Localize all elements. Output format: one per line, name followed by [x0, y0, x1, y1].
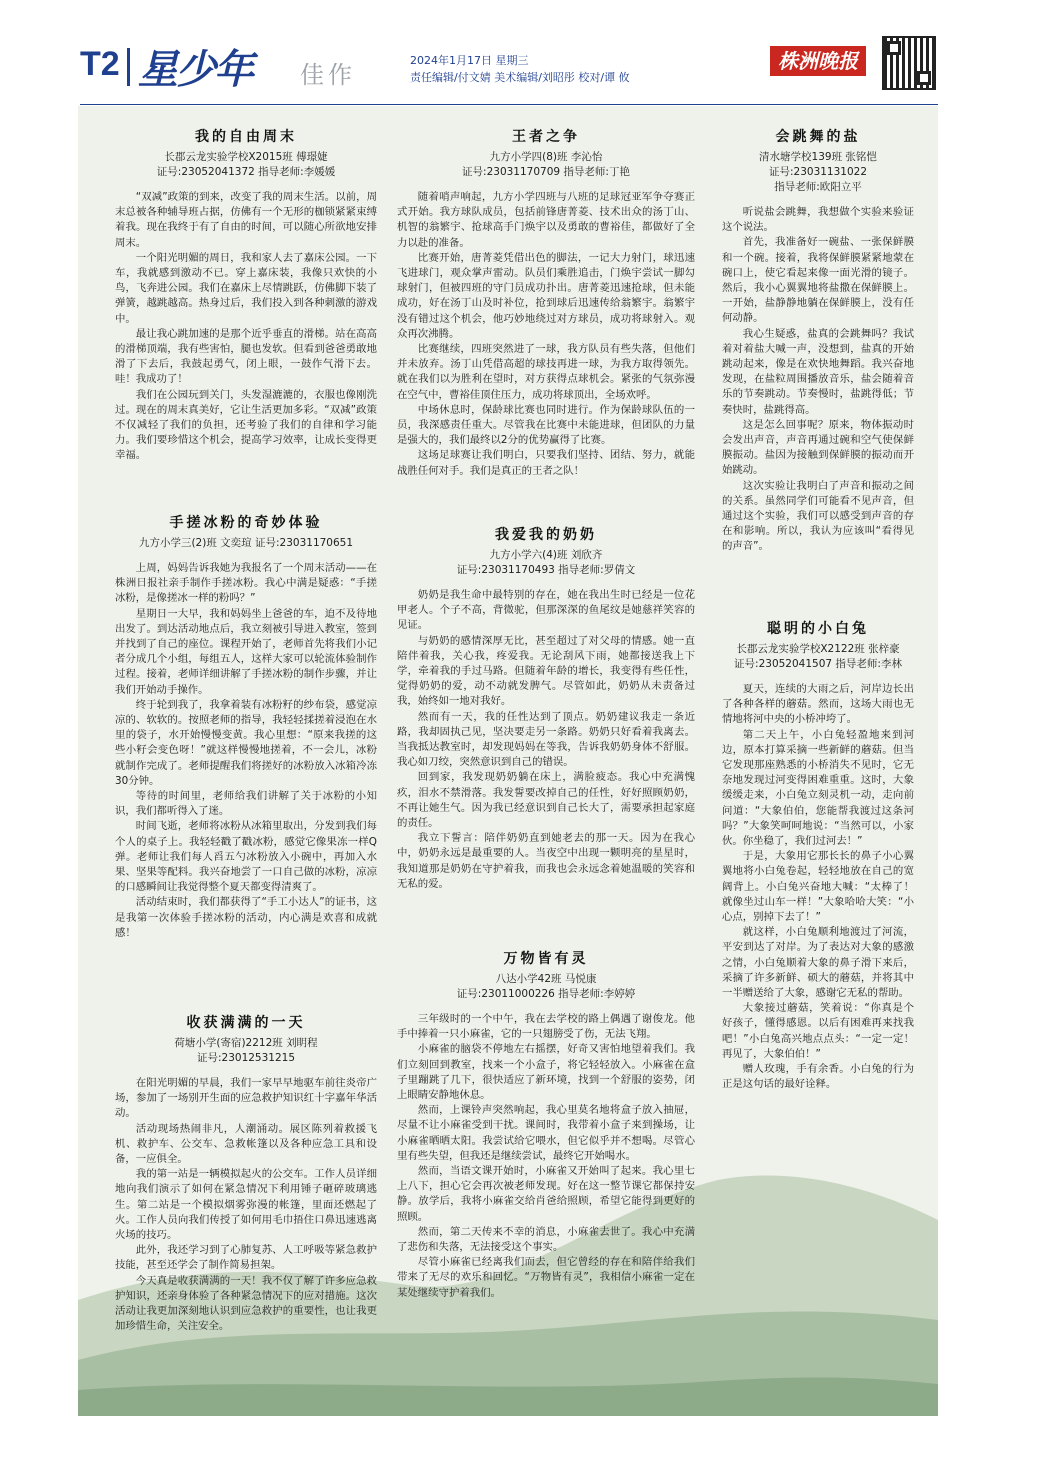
- paragraph: 此外，我还学习到了心肺复苏、人工呼吸等紧急救护技能，甚至还学会了制作简易担架。: [115, 1244, 377, 1272]
- article-all-things-spirit: [397, 948, 695, 1301]
- paragraph: 大象接过蘑菇，笑着说：“你真是个好孩子，懂得感恩。以后有困难再来找我吧！”小白兔高兴地点点头：“一定一定！再见了，大象伯伯！”: [722, 1002, 914, 1060]
- article-byline: 荷塘小学(寄宿)2212班 刘眀程: [174, 1037, 318, 1049]
- paragraph: 我立下誓言：陪伴奶奶直到她老去的那一天。因为在我心中，奶奶永远是最重要的人。当夜空中出现一颗明亮的星星时，我知道那是奶奶在守护着我，而我也会永远念着她温暖的笑容和无私的爱。: [397, 832, 695, 890]
- article-body: [115, 1076, 377, 1334]
- page-header: [0, 0, 1039, 110]
- paragraph: 然而，上课铃声突然响起，我心里莫名地将盒子放入抽屉，尽量不让小麻雀受到干扰。课间时，我带着小盒子来到操场，让小麻雀晒晒太阳。我尝试给它喂水，但它似乎并不想喝。尽管心里有些失望，但我还是继续尝试，最终它开始喝水。: [397, 1104, 695, 1162]
- article-kings-battle: [397, 126, 695, 479]
- article-byline: 证号:23012531215: [196, 1052, 296, 1064]
- qr-code-icon[interactable]: [882, 36, 936, 90]
- header-divider: [127, 48, 130, 86]
- paragraph: 就这样，小白兔顺利地渡过了河流，平安到达了对岸。为了表达对大象的感激之情，小白兔顺着大象的鼻子滑下来后，采摘了许多新鲜、硕大的蘑菇，并将其中一半赠送给了大象，感谢它无私的帮助。: [722, 926, 914, 1000]
- paragraph: 赠人玫瑰，手有余香。小白兔的行为正是这句话的最好诠释。: [722, 1063, 914, 1091]
- article-title: 手搓冰粉的奇妙体验: [169, 515, 323, 531]
- paragraph: 尽管小麻雀已经离我们而去，但它曾经的存在和陪伴给我们带来了无尽的欢乐和回忆。“万物皆有灵”，我相信小麻雀一定在某处继续守护着我们。: [397, 1256, 695, 1299]
- article-ice-jelly: [115, 512, 377, 941]
- paragraph: 这场足球赛让我们明白，只要我们坚持、团结、努力，就能战胜任何对手。我们是真正的王者之队！: [397, 449, 695, 477]
- article-fruitful-day: [115, 1012, 377, 1334]
- paragraph: 一个阳光明媚的周日，我和家人去了嘉床公园。一下车，我就感到激动不已。穿上嘉床装，我像只欢快的小鸟，飞奔进公园。我们在嘉床上尽情跳跃，仿佛脚下装了弹簧，越跳越高。热身过后，我们投入到各种刺激的游戏中。: [115, 251, 377, 325]
- article-title: 聪明的小白兔: [767, 621, 869, 637]
- paragraph: 比赛开始，唐菁菱凭借出色的脚法，一记大力射门，球迅速飞进球门，观众掌声雷动。队员们乘胜追击，门焕宇尝试一脚勾球射门，但被四班的守门员成功扑出。唐菁菱迅速抢球，但未能成功，好在汤丁山及时补位，抢到球后迅速传给翁繁宇。翁繁宇没有错过这个机会，他巧妙地绕过对方球员，成功将球射入。观众再次沸腾。: [397, 251, 695, 340]
- paragraph: 然而，第二天传来不幸的消息，小麻雀去世了。我心中充满了悲伤和失落，无法接受这个事实。: [397, 1225, 695, 1254]
- article-body: [722, 682, 914, 1092]
- paragraph: 我心生疑惑，盐真的会跳舞吗？我试着对着盐大喊一声，没想到，盐真的开始跳动起来，像是在欢快地舞蹈。我兴奋地发现，在盐粒周围播放音乐，盐会随着音乐的节奏跳动。节奏慢时，盐跳得低；节奏快时，盐跳得高。: [722, 327, 914, 416]
- article-title: 我的自由周末: [195, 129, 297, 145]
- article-byline: 长郡云龙实验学校X2015班 傅璟婕: [164, 151, 328, 163]
- paragraph: 我的第一站是一辆模拟起火的公交车。工作人员详细地向我们演示了如何在紧急情况下利用锤子砸碎玻璃逃生。第二站是一个模拟烟雾弥漫的帐篷，里面还燃起了火。工作人员向我们传授了如何用毛巾捂住口鼻迅速逃离火场的技巧。: [115, 1168, 377, 1242]
- article-byline: 证号:23052041372 指导老师:李媛媛: [156, 166, 336, 178]
- paragraph: 时间飞逝，老师将冰粉从冰箱里取出，分发到我们每个人的桌子上。我轻轻戳了戳冰粉，感觉它像果冻一样Q弹。老师让我们每人舀五勺冰粉放入小碗中，再加入水果、坚果等配料。我兴奋地尝了一口自己做的冰粉，凉凉的口感瞬间让我觉得整个夏天都变得清爽了。: [115, 820, 377, 894]
- paragraph: 回到家，我发现奶奶躺在床上，满脸疲态。我心中充满愧疚，泪水不禁滑落。我发誓要改掉自己的任性，好好照顾奶奶，不再让她生气。因为我已经意识到自己长大了，需要承担起家庭的责任。: [397, 771, 695, 830]
- article-byline: 八达小学42班 马悦康: [495, 973, 597, 985]
- article-body: [397, 588, 695, 892]
- paragraph: 活动现场热闹非凡，人潮涌动。展区陈列着救援飞机、救护车、公交车、急救帐篷以及各种应急工具和设备，一应俱全。: [115, 1122, 377, 1166]
- paragraph: 与奶奶的感情深厚无比，甚至超过了对父母的情感。她一直陪伴着我，关心我，疼爱我。无论刮风下雨，她都接送我上下学，牵着我的手过马路。但随着年龄的增长，我变得有些任性，觉得奶奶的爱，动不动就发脾气。尽管如此，奶奶从未责备过我，始终如一地对我好。: [397, 634, 695, 708]
- article-title: 万物皆有灵: [503, 951, 589, 967]
- paragraph: 星期日一大早，我和妈妈坐上爸爸的车，迫不及待地出发了。到达活动地点后，我立刻被引导进入教室，签到并找到了自己的座位。课程开始了，老师首先将我们小记者分成几个小组，每组五人，这样大家可以轮流体验制作过程。接着，老师详细讲解了手搓冰粉的制作步骤，并让我们开始动手操作。: [115, 607, 377, 696]
- paragraph: 我们在公园玩到关门，头发湿漉漉的，衣服也像刚洗过。现在的周末真美好，它让生活更加多彩。“双减”政策不仅减轻了我们的负担，还考验了我们的自律和学习能力。我们要珍惜这个机会，提高学习效率，让成长变得更幸福。: [115, 388, 377, 462]
- article-byline: 证号:23031170493 指导老师:罗倩文: [456, 564, 636, 576]
- paragraph: 首先，我准备好一碗盐、一张保鲜膜和一个碗。接着，我将保鲜膜紧紧地蒙在碗口上，使它看起来像一面光滑的镜子。然后，我小心翼翼地将盐撒在保鲜膜上。一开始，盐静静地躺在保鲜膜上，没有任何动静。: [722, 236, 914, 325]
- paper-logo: 株洲晚报: [770, 46, 866, 76]
- article-byline: 九方小学三(2)班 文奕瑄 证号:23031170651: [138, 537, 354, 549]
- paragraph: 终于轮到我了，我拿着装有冰粉籽的纱布袋，感觉凉凉的、软软的。按照老师的指导，我轻轻揉搓着浸泡在水里的袋子，水开始慢慢变黄。我心里想：“原来我搓的这些小籽会变色呀！”就这样慢慢地搓着，不一会儿，冰粉就制作完成了。老师提醒我们将搓好的冰粉放入冰箱冷冻30分钟。: [115, 698, 377, 787]
- article-byline: 九方小学四(8)班 李沁怡: [489, 151, 603, 163]
- article-dancing-salt: [722, 126, 914, 555]
- paragraph: 然而有一天，我的任性达到了顶点。奶奶建议我走一条近路，我却固执己见，坚决要走另一条路。奶奶只好看着我离去。当我抵达教室时，却发现妈妈在等我，告诉我奶奶身体不舒服。我心如刀绞，突然意识到自己的错误。: [397, 710, 695, 769]
- paragraph: 今天真是收获满满的一天！我不仅了解了许多应急救护知识，还亲身体验了各种紧急情况下的应对措施。这次活动让我更加深刻地认识到应急救护的重要性，也让我更加珍惜生命，关注安全。: [115, 1274, 377, 1333]
- article-body: [722, 205, 914, 555]
- paragraph: 这是怎么回事呢？原来，物体振动时会发出声音，声音再通过碗和空气使保鲜膜振动。盐因为接触到保鲜膜的振动而开始跳动。: [722, 418, 914, 477]
- editor-credits: 责任编辑/付文婧 美术编辑/刘昭彤 校对/谭 攸: [410, 71, 630, 84]
- page-number: T2: [80, 45, 120, 83]
- header-rule: [80, 104, 938, 105]
- article-body: [397, 190, 695, 479]
- brand-logo: 星少年: [138, 46, 252, 93]
- paragraph: 于是，大象用它那长长的鼻子小心翼翼地将小白兔卷起，轻轻地放在自己的宽阔背上。小白兔兴奋地大喊：“太棒了！就像坐过山车一样！”大象哈哈大笑：“小心点，别掉下去了！”: [722, 850, 914, 924]
- paragraph: 上周，妈妈告诉我她为我报名了一个周末活动——在株洲日报社亲手制作手搓冰粉。我心中满是疑惑：“手搓冰粉，是像搓冰一样的粉吗？”: [115, 562, 377, 605]
- article-byline: 长郡云龙实验学校X2122班 张梓豪: [736, 643, 900, 655]
- article-title: 会跳舞的盐: [775, 129, 861, 145]
- article-title: 王者之争: [512, 129, 580, 145]
- article-body: [115, 190, 377, 464]
- paragraph: 随着哨声响起，九方小学四班与八班的足球冠亚军争夺赛正式开始。我方球队成员，包括前锋唐菁菱、技术出众的汤丁山、机智的翁繁宇、抢球高手门焕宇以及勇敢的曹裕佳，都做好了全力以赴的准备。: [397, 191, 695, 249]
- article-byline: 清水塘学校139班 张铭恺: [759, 151, 877, 163]
- issue-date: 2024年1月17日 星期三: [410, 54, 529, 67]
- article-free-weekend: [115, 126, 377, 464]
- article-body: [397, 1012, 695, 1301]
- article-byline: 证号:23031131022: [768, 166, 868, 178]
- paragraph: 然而，当语文课开始时，小麻雀又开始叫了起来。我心里七上八下，担心它会再次被老师发现。好在这一整节课它都保持安静。放学后，我将小麻雀交给肖爸给照顾，希望它能得到更好的照顾。: [397, 1165, 695, 1223]
- article-byline: 证号:23011000226 指导老师:李婷婷: [456, 988, 636, 1000]
- article-grandma: [397, 524, 695, 892]
- article-byline: 指导老师:欧阳立平: [774, 181, 862, 193]
- paragraph: “双减”政策的到来，改变了我的周末生活。以前，周末总被各种辅导班占据，仿佛有一个无形的枷锁紧紧束缚着我。现在我终于有了自由的时间，可以随心所欲地安排周末。: [115, 191, 377, 249]
- article-byline: 证号:23031170709 指导老师:丁艳: [462, 166, 630, 178]
- section-title: 佳作: [300, 61, 356, 89]
- paragraph: 小麻雀的脑袋不停地左右摇摆，好奇又害怕地望着我们。我们立刻回到教室，找来一个小盒子，将它轻轻放入。小麻雀在盒子里蹦跳了几下，很快适应了新环境，找到一个舒服的姿势，闭上眼睛安静地休息。: [397, 1043, 695, 1102]
- paragraph: 在阳光明媚的早晨，我们一家早早地驱车前往炎帝广场，参加了一场别开生面的应急救护知识红十字嘉年华活动。: [115, 1077, 377, 1120]
- paragraph: 中场休息时，保龄球比赛也同时进行。作为保龄球队伍的一员，我深感责任重大。尽管我在比赛中未能进球，但团队的力量是强大的，我们最终以2分的优势赢得了比赛。: [397, 403, 695, 447]
- paragraph: 夏天，连续的大雨之后，河岸边长出了各种各样的蘑菇。然而，这场大雨也无情地将河中央的小桥冲垮了。: [722, 683, 914, 726]
- paragraph: 奶奶是我生命中最特别的存在，她在我出生时已经是一位花甲老人。个子不高，背微驼，但那深深的鱼尾纹是她慈祥笑容的见证。: [397, 589, 695, 632]
- paragraph: 等待的时间里，老师给我们讲解了关于冰粉的小知识，我们都听得入了迷。: [115, 790, 377, 818]
- paragraph: 三年级时的一个中午，我在去学校的路上偶遇了谢俊龙。他手中捧着一只小麻雀，它的一只翅膀受了伤，无法飞翔。: [397, 1013, 695, 1041]
- paragraph: 比赛继续，四班突然进了一球，我方队员有些失落，但他们并未放弃。汤丁山凭借高超的球技再进一球，为我方取得领先。就在我们以为胜利在望时，对方获得点球机会。紧张的气氛弥漫在空气中，曹裕佳顶住压力，成功将球顶出，全场欢呼。: [397, 343, 695, 401]
- article-byline: 证号:23052041507 指导老师:李林: [734, 658, 902, 670]
- paragraph: 活动结束时，我们都获得了“手工小达人”的证书，这是我第一次体验手搓冰粉的活动，内心满是欢喜和成就感！: [115, 896, 377, 939]
- paragraph: 这次实验让我明白了声音和振动之间的关系。虽然同学们可能看不见声音，但通过这个实验，我们可以感受到声音的存在和影响。所以，我认为应该叫“看得见的声音”。: [722, 479, 914, 553]
- paragraph: 听说盐会跳舞，我想做个实验来验证这个说法。: [722, 206, 914, 234]
- paragraph: 第二天上午，小白兔轻盈地来到河边，原本打算采摘一些新鲜的蘑菇。但当它发现那座熟悉的小桥消失不见时，它无奈地发现过河变得困难重重。这时，大象缓缓走来，小白兔立刻灵机一动，走向前问道：“大象伯伯，您能帮我渡过这条河吗？”大象笑呵呵地说：“当然可以，小家伙。你坐稳了，我们过河去！”: [722, 728, 914, 848]
- paragraph: 最让我心跳加速的是那个近乎垂直的滑梯。站在高高的滑梯顶端，我有些害怕，腿也发软。但看到爸爸勇敢地滑了下去后，我鼓起勇气，闭上眼，一鼓作气滑下去。哇！我成功了！: [115, 327, 377, 386]
- article-title: 我爱我的奶奶: [495, 527, 597, 543]
- article-byline: 九方小学六(4)班 刘欣齐: [489, 549, 603, 561]
- article-clever-rabbit: [722, 618, 914, 1092]
- article-title: 收获满满的一天: [186, 1015, 306, 1031]
- article-body: [115, 561, 377, 941]
